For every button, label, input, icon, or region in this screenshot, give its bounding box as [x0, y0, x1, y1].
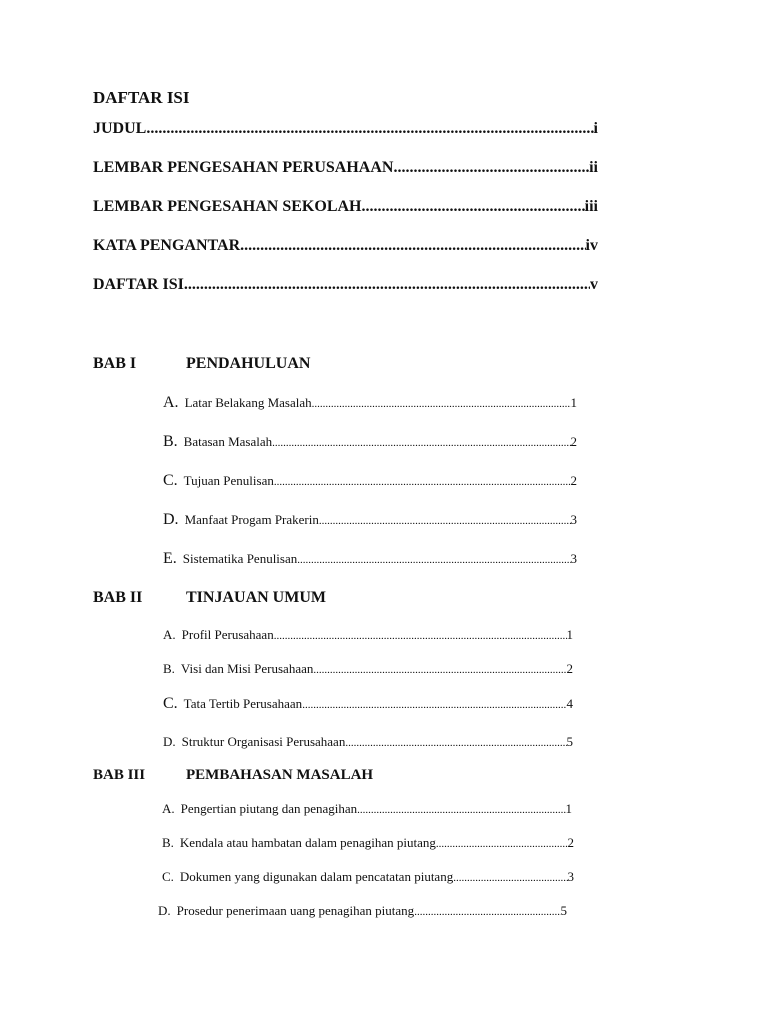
dot-leader — [393, 159, 589, 177]
entry-page: 3 — [570, 551, 577, 566]
entry-letter: E. — [163, 550, 177, 567]
toc-subentry — [163, 394, 577, 412]
dot-leader — [297, 554, 570, 566]
toc-subentry — [163, 472, 577, 490]
toc-subentry — [163, 661, 573, 677]
entry-letter: C. — [162, 869, 174, 884]
toc-subentry — [162, 801, 572, 817]
dot-leader — [272, 437, 570, 449]
entry-page: 3 — [570, 512, 577, 527]
entry-title: Struktur Organisasi Perusahaan — [181, 734, 346, 749]
toc-subentry — [162, 835, 574, 851]
entry-title: Visi dan Misi Perusahaan — [180, 661, 314, 676]
dot-leader — [184, 276, 590, 294]
entry-page: v — [590, 276, 598, 293]
entry-title: LEMBAR PENGESAHAN SEKOLAH — [93, 198, 362, 215]
entry-page: ii — [589, 159, 598, 176]
toc-subentry — [163, 734, 573, 750]
entry-page: 5 — [560, 903, 567, 918]
entry-letter: A. — [162, 801, 175, 816]
front-matter-entry — [93, 198, 598, 216]
toc-subentry — [158, 903, 567, 919]
chapter-title: PENDAHULUAN — [186, 355, 311, 372]
entry-letter: A. — [163, 627, 176, 642]
dot-leader — [361, 198, 584, 216]
entry-letter: C. — [163, 472, 178, 489]
toc-title: DAFTAR ISI — [93, 88, 190, 107]
chapter-title: PEMBAHASAN MASALAH — [186, 767, 374, 783]
front-matter-entry — [93, 276, 598, 294]
dot-leader — [357, 804, 565, 816]
dot-leader — [312, 398, 571, 410]
toc-subentry — [163, 433, 577, 451]
entry-letter: A. — [163, 394, 179, 411]
chapter-title: TINJAUAN UMUM — [186, 589, 326, 606]
dot-leader — [146, 120, 593, 138]
entry-title: Manfaat Progam Prakerin — [184, 512, 319, 527]
toc-subentry — [163, 695, 573, 713]
entry-letter: D. — [163, 734, 176, 749]
entry-letter: B. — [163, 433, 178, 450]
entry-title: LEMBAR PENGESAHAN PERUSAHAAN — [93, 159, 394, 176]
entry-letter: D. — [163, 511, 179, 528]
entry-page: 5 — [566, 734, 573, 749]
toc-subentry — [163, 627, 573, 643]
entry-letter: D. — [158, 903, 171, 918]
toc-subentry — [163, 511, 577, 529]
dot-leader — [274, 476, 571, 488]
chapter-number: BAB II — [93, 589, 143, 606]
entry-letter: C. — [163, 695, 178, 712]
dot-leader — [274, 630, 567, 642]
entry-page: 1 — [570, 395, 577, 410]
entry-page: 3 — [567, 869, 574, 884]
entry-page: 2 — [566, 661, 573, 676]
entry-title: Tata Tertib Perusahaan — [183, 696, 303, 711]
entry-title: Kendala atau hambatan dalam penagihan piutang — [179, 835, 436, 850]
entry-letter: B. — [163, 661, 175, 676]
dot-leader — [302, 699, 566, 711]
entry-page: iii — [584, 198, 598, 215]
entry-title: Pengertian piutang dan penagihan — [180, 801, 358, 816]
entry-title: Latar Belakang Masalah — [184, 395, 312, 410]
entry-title: Batasan Masalah — [183, 434, 273, 449]
entry-title: DAFTAR ISI — [93, 276, 184, 293]
entry-title: Sistematika Penulisan — [182, 551, 298, 566]
entry-page: 1 — [565, 801, 572, 816]
chapter-number: BAB III — [93, 767, 146, 783]
entry-page: 4 — [566, 696, 573, 711]
dot-leader — [345, 737, 566, 749]
front-matter-entry — [93, 120, 598, 138]
toc-subentry — [162, 869, 574, 885]
dot-leader — [436, 838, 568, 850]
dot-leader — [240, 237, 585, 255]
entry-title: Tujuan Penulisan — [183, 473, 274, 488]
entry-page: 2 — [570, 473, 577, 488]
entry-letter: B. — [162, 835, 174, 850]
toc-subentry — [163, 550, 577, 568]
entry-title: Profil Perusahaan — [181, 627, 274, 642]
entry-title: Prosedur penerimaan uang penagihan piutang — [176, 903, 415, 918]
dot-leader — [414, 906, 560, 918]
entry-page: 1 — [566, 627, 573, 642]
dot-leader — [319, 515, 571, 527]
entry-page: i — [593, 120, 598, 137]
entry-page: 2 — [567, 835, 574, 850]
entry-title: KATA PENGANTAR — [93, 237, 241, 254]
entry-title: Dokumen yang digunakan dalam pencatatan piutang — [179, 869, 454, 884]
dot-leader — [313, 664, 566, 676]
entry-page: iv — [585, 237, 598, 254]
front-matter-entry — [93, 159, 598, 177]
chapter-number: BAB I — [93, 355, 137, 372]
dot-leader — [453, 872, 567, 884]
entry-page: 2 — [570, 434, 577, 449]
entry-title: JUDUL — [93, 120, 147, 137]
front-matter-entry — [93, 237, 598, 255]
